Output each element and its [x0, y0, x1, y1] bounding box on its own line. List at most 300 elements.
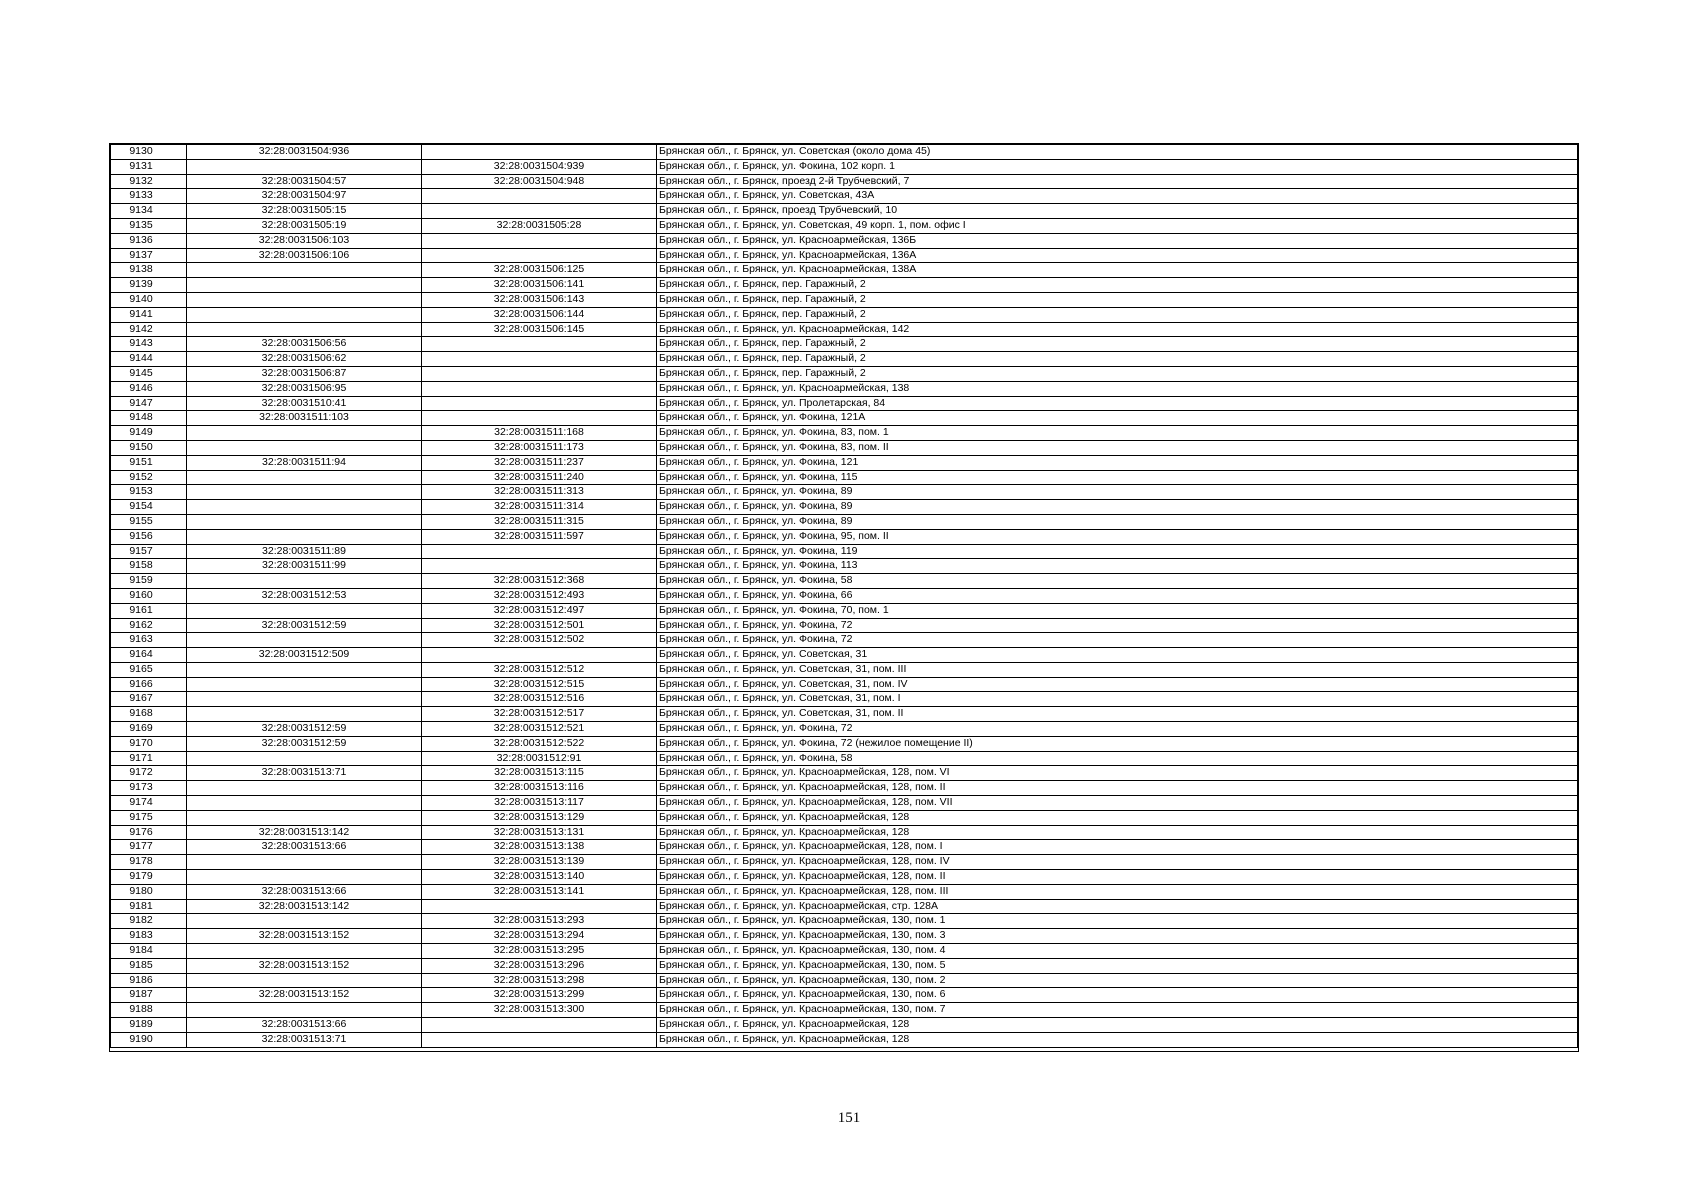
address-cell: Брянская обл., г. Брянск, ул. Фокина, 83, пом. II	[657, 440, 1578, 455]
land-cadastral-number-cell: 32:28:0031511:89	[187, 544, 422, 559]
object-cadastral-number-cell: 32:28:0031513:139	[422, 855, 657, 870]
object-cadastral-number-cell: 32:28:0031506:143	[422, 292, 657, 307]
object-cadastral-number-cell: 32:28:0031511:240	[422, 470, 657, 485]
land-cadastral-number-cell	[187, 944, 422, 959]
row-number-cell: 9169	[111, 722, 187, 737]
land-cadastral-number-cell: 32:28:0031505:15	[187, 204, 422, 219]
address-cell: Брянская обл., г. Брянск, ул. Фокина, 89	[657, 485, 1578, 500]
land-cadastral-number-cell: 32:28:0031510:41	[187, 396, 422, 411]
table-row	[111, 988, 1578, 1003]
row-number-cell: 9171	[111, 751, 187, 766]
address-cell: Брянская обл., г. Брянск, ул. Фокина, 119	[657, 544, 1578, 559]
object-cadastral-number-cell: 32:28:0031512:368	[422, 574, 657, 589]
address-cell: Брянская обл., г. Брянск, ул. Фокина, 121	[657, 455, 1578, 470]
address-cell: Брянская обл., г. Брянск, ул. Фокина, 121А	[657, 411, 1578, 426]
object-cadastral-number-cell	[422, 366, 657, 381]
row-number-cell: 9137	[111, 248, 187, 263]
land-cadastral-number-cell	[187, 662, 422, 677]
row-number-cell: 9183	[111, 929, 187, 944]
row-number-cell: 9136	[111, 233, 187, 248]
object-cadastral-number-cell: 32:28:0031512:502	[422, 633, 657, 648]
row-number-cell: 9131	[111, 159, 187, 174]
table-row	[111, 1018, 1578, 1033]
address-cell: Брянская обл., г. Брянск, пер. Гаражный, 2	[657, 352, 1578, 367]
land-cadastral-number-cell	[187, 470, 422, 485]
address-cell: Брянская обл., г. Брянск, ул. Фокина, 95, пом. II	[657, 529, 1578, 544]
object-cadastral-number-cell: 32:28:0031513:294	[422, 929, 657, 944]
object-cadastral-number-cell: 32:28:0031512:521	[422, 722, 657, 737]
address-cell: Брянская обл., г. Брянск, ул. Фокина, 72	[657, 618, 1578, 633]
land-cadastral-number-cell	[187, 810, 422, 825]
address-cell: Брянская обл., г. Брянск, ул. Красноармейская, 130, пом. 5	[657, 958, 1578, 973]
table-row	[111, 366, 1578, 381]
table-row	[111, 352, 1578, 367]
row-number-cell: 9161	[111, 603, 187, 618]
object-cadastral-number-cell: 32:28:0031513:293	[422, 914, 657, 929]
table-row	[111, 174, 1578, 189]
land-cadastral-number-cell	[187, 633, 422, 648]
land-cadastral-number-cell	[187, 870, 422, 885]
land-cadastral-number-cell: 32:28:0031506:56	[187, 337, 422, 352]
object-cadastral-number-cell: 32:28:0031513:117	[422, 796, 657, 811]
table-row	[111, 677, 1578, 692]
object-cadastral-number-cell	[422, 233, 657, 248]
land-cadastral-number-cell: 32:28:0031513:142	[187, 899, 422, 914]
row-number-cell: 9190	[111, 1032, 187, 1047]
land-cadastral-number-cell: 32:28:0031504:936	[187, 145, 422, 160]
land-cadastral-number-cell	[187, 440, 422, 455]
row-number-cell: 9185	[111, 958, 187, 973]
address-cell: Брянская обл., г. Брянск, ул. Красноармейская, 130, пом. 2	[657, 973, 1578, 988]
object-cadastral-number-cell	[422, 248, 657, 263]
row-number-cell: 9186	[111, 973, 187, 988]
row-number-cell: 9167	[111, 692, 187, 707]
row-number-cell: 9189	[111, 1018, 187, 1033]
row-number-cell: 9177	[111, 840, 187, 855]
address-cell: Брянская обл., г. Брянск, ул. Фокина, 102 корп. 1	[657, 159, 1578, 174]
row-number-cell: 9187	[111, 988, 187, 1003]
land-cadastral-number-cell: 32:28:0031513:66	[187, 840, 422, 855]
object-cadastral-number-cell: 32:28:0031513:115	[422, 766, 657, 781]
land-cadastral-number-cell: 32:28:0031505:19	[187, 218, 422, 233]
table-row	[111, 396, 1578, 411]
table-row	[111, 722, 1578, 737]
address-cell: Брянская обл., г. Брянск, ул. Красноармейская, 128, пом. VII	[657, 796, 1578, 811]
land-cadastral-number-cell	[187, 1003, 422, 1018]
row-number-cell: 9165	[111, 662, 187, 677]
address-cell: Брянская обл., г. Брянск, ул. Красноармейская, 128	[657, 1032, 1578, 1047]
table-row	[111, 470, 1578, 485]
table-row	[111, 662, 1578, 677]
address-cell: Брянская обл., г. Брянск, ул. Фокина, 72	[657, 633, 1578, 648]
object-cadastral-number-cell	[422, 411, 657, 426]
object-cadastral-number-cell: 32:28:0031512:497	[422, 603, 657, 618]
row-number-cell: 9160	[111, 588, 187, 603]
row-number-cell: 9175	[111, 810, 187, 825]
object-cadastral-number-cell: 32:28:0031513:300	[422, 1003, 657, 1018]
object-cadastral-number-cell	[422, 145, 657, 160]
object-cadastral-number-cell: 32:28:0031506:145	[422, 322, 657, 337]
table-row	[111, 736, 1578, 751]
address-cell: Брянская обл., г. Брянск, ул. Красноармейская, 130, пом. 3	[657, 929, 1578, 944]
land-cadastral-number-cell	[187, 322, 422, 337]
address-cell: Брянская обл., г. Брянск, ул. Красноармейская, 138	[657, 381, 1578, 396]
land-cadastral-number-cell	[187, 292, 422, 307]
object-cadastral-number-cell: 32:28:0031505:28	[422, 218, 657, 233]
table-row	[111, 870, 1578, 885]
address-cell: Брянская обл., г. Брянск, ул. Красноармейская, 138А	[657, 263, 1578, 278]
table-row	[111, 603, 1578, 618]
object-cadastral-number-cell	[422, 189, 657, 204]
table-row	[111, 588, 1578, 603]
address-cell: Брянская обл., г. Брянск, ул. Красноармейская, 136Б	[657, 233, 1578, 248]
table-row	[111, 929, 1578, 944]
land-cadastral-number-cell: 32:28:0031506:95	[187, 381, 422, 396]
land-cadastral-number-cell	[187, 426, 422, 441]
table-row	[111, 618, 1578, 633]
object-cadastral-number-cell	[422, 559, 657, 574]
address-cell: Брянская обл., г. Брянск, ул. Красноармейская, 142	[657, 322, 1578, 337]
table-row	[111, 1032, 1578, 1047]
address-cell: Брянская обл., г. Брянск, ул. Красноармейская, 136А	[657, 248, 1578, 263]
row-number-cell: 9174	[111, 796, 187, 811]
table-row	[111, 337, 1578, 352]
row-number-cell: 9145	[111, 366, 187, 381]
land-cadastral-number-cell: 32:28:0031513:152	[187, 988, 422, 1003]
object-cadastral-number-cell: 32:28:0031512:91	[422, 751, 657, 766]
object-cadastral-number-cell: 32:28:0031513:116	[422, 781, 657, 796]
table-row	[111, 633, 1578, 648]
object-cadastral-number-cell: 32:28:0031513:141	[422, 884, 657, 899]
row-number-cell: 9150	[111, 440, 187, 455]
table-row	[111, 840, 1578, 855]
row-number-cell: 9180	[111, 884, 187, 899]
row-number-cell: 9168	[111, 707, 187, 722]
table-row	[111, 766, 1578, 781]
address-cell: Брянская обл., г. Брянск, ул. Фокина, 72 (нежилое помещение II)	[657, 736, 1578, 751]
table-row	[111, 233, 1578, 248]
address-cell: Брянская обл., г. Брянск, ул. Красноармейская, 128	[657, 825, 1578, 840]
row-number-cell: 9140	[111, 292, 187, 307]
land-cadastral-number-cell: 32:28:0031504:57	[187, 174, 422, 189]
land-cadastral-number-cell: 32:28:0031506:87	[187, 366, 422, 381]
address-cell: Брянская обл., г. Брянск, ул. Красноармейская, 130, пом. 1	[657, 914, 1578, 929]
address-cell: Брянская обл., г. Брянск, проезд Трубчевский, 10	[657, 204, 1578, 219]
land-cadastral-number-cell: 32:28:0031512:53	[187, 588, 422, 603]
land-cadastral-number-cell: 32:28:0031512:59	[187, 736, 422, 751]
object-cadastral-number-cell: 32:28:0031513:129	[422, 810, 657, 825]
address-cell: Брянская обл., г. Брянск, ул. Фокина, 58	[657, 751, 1578, 766]
address-cell: Брянская обл., г. Брянск, ул. Фокина, 89	[657, 514, 1578, 529]
table-row	[111, 810, 1578, 825]
land-cadastral-number-cell: 32:28:0031512:509	[187, 648, 422, 663]
row-number-cell: 9156	[111, 529, 187, 544]
row-number-cell: 9176	[111, 825, 187, 840]
row-number-cell: 9147	[111, 396, 187, 411]
table-row	[111, 263, 1578, 278]
table-row	[111, 751, 1578, 766]
address-cell: Брянская обл., г. Брянск, ул. Красноармейская, 128	[657, 1018, 1578, 1033]
object-cadastral-number-cell: 32:28:0031512:516	[422, 692, 657, 707]
table-row	[111, 307, 1578, 322]
row-number-cell: 9139	[111, 278, 187, 293]
table-row	[111, 455, 1578, 470]
object-cadastral-number-cell: 32:28:0031504:948	[422, 174, 657, 189]
land-cadastral-number-cell	[187, 529, 422, 544]
object-cadastral-number-cell: 32:28:0031504:939	[422, 159, 657, 174]
address-cell: Брянская обл., г. Брянск, пер. Гаражный, 2	[657, 292, 1578, 307]
cadastral-table-body	[111, 145, 1578, 1048]
land-cadastral-number-cell	[187, 485, 422, 500]
table-row	[111, 825, 1578, 840]
address-cell: Брянская обл., г. Брянск, ул. Красноармейская, 128, пом. III	[657, 884, 1578, 899]
table-row	[111, 1003, 1578, 1018]
table-row	[111, 381, 1578, 396]
land-cadastral-number-cell: 32:28:0031506:106	[187, 248, 422, 263]
cadastral-table	[110, 144, 1578, 1048]
address-cell: Брянская обл., г. Брянск, ул. Красноармейская, 128, пом. II	[657, 781, 1578, 796]
row-number-cell: 9138	[111, 263, 187, 278]
address-cell: Брянская обл., г. Брянск, ул. Фокина, 70, пом. 1	[657, 603, 1578, 618]
land-cadastral-number-cell	[187, 263, 422, 278]
land-cadastral-number-cell	[187, 677, 422, 692]
page-number: 151	[837, 1110, 861, 1126]
address-cell: Брянская обл., г. Брянск, ул. Красноармейская, 130, пом. 6	[657, 988, 1578, 1003]
object-cadastral-number-cell: 32:28:0031511:315	[422, 514, 657, 529]
object-cadastral-number-cell: 32:28:0031506:141	[422, 278, 657, 293]
object-cadastral-number-cell: 32:28:0031513:299	[422, 988, 657, 1003]
address-cell: Брянская обл., г. Брянск, ул. Советская, 31, пом. I	[657, 692, 1578, 707]
address-cell: Брянская обл., г. Брянск, ул. Фокина, 58	[657, 574, 1578, 589]
address-cell: Брянская обл., г. Брянск, ул. Советская (около дома 45)	[657, 145, 1578, 160]
address-cell: Брянская обл., г. Брянск, пер. Гаражный, 2	[657, 337, 1578, 352]
land-cadastral-number-cell: 32:28:0031506:62	[187, 352, 422, 367]
table-row	[111, 159, 1578, 174]
object-cadastral-number-cell: 32:28:0031513:296	[422, 958, 657, 973]
table-row	[111, 485, 1578, 500]
land-cadastral-number-cell	[187, 781, 422, 796]
table-row	[111, 440, 1578, 455]
land-cadastral-number-cell: 32:28:0031511:94	[187, 455, 422, 470]
land-cadastral-number-cell: 32:28:0031512:59	[187, 722, 422, 737]
table-row	[111, 426, 1578, 441]
row-number-cell: 9148	[111, 411, 187, 426]
land-cadastral-number-cell: 32:28:0031511:103	[187, 411, 422, 426]
object-cadastral-number-cell	[422, 204, 657, 219]
object-cadastral-number-cell	[422, 337, 657, 352]
land-cadastral-number-cell	[187, 159, 422, 174]
object-cadastral-number-cell: 32:28:0031511:314	[422, 500, 657, 515]
land-cadastral-number-cell: 32:28:0031504:97	[187, 189, 422, 204]
land-cadastral-number-cell	[187, 500, 422, 515]
row-number-cell: 9162	[111, 618, 187, 633]
address-cell: Брянская обл., г. Брянск, ул. Советская, 43А	[657, 189, 1578, 204]
table-row	[111, 411, 1578, 426]
row-number-cell: 9151	[111, 455, 187, 470]
object-cadastral-number-cell: 32:28:0031511:597	[422, 529, 657, 544]
row-number-cell: 9149	[111, 426, 187, 441]
object-cadastral-number-cell: 32:28:0031512:501	[422, 618, 657, 633]
object-cadastral-number-cell: 32:28:0031512:515	[422, 677, 657, 692]
table-row	[111, 145, 1578, 160]
land-cadastral-number-cell	[187, 796, 422, 811]
object-cadastral-number-cell: 32:28:0031512:517	[422, 707, 657, 722]
address-cell: Брянская обл., г. Брянск, ул. Советская, 31, пом. II	[657, 707, 1578, 722]
row-number-cell: 9170	[111, 736, 187, 751]
address-cell: Брянская обл., г. Брянск, проезд 2-й Трубчевский, 7	[657, 174, 1578, 189]
table-row	[111, 248, 1578, 263]
land-cadastral-number-cell	[187, 574, 422, 589]
object-cadastral-number-cell: 32:28:0031511:237	[422, 455, 657, 470]
address-cell: Брянская обл., г. Брянск, ул. Фокина, 83, пом. 1	[657, 426, 1578, 441]
land-cadastral-number-cell: 32:28:0031513:152	[187, 958, 422, 973]
row-number-cell: 9184	[111, 944, 187, 959]
address-cell: Брянская обл., г. Брянск, ул. Пролетарская, 84	[657, 396, 1578, 411]
land-cadastral-number-cell	[187, 603, 422, 618]
row-number-cell: 9154	[111, 500, 187, 515]
row-number-cell: 9132	[111, 174, 187, 189]
table-row	[111, 914, 1578, 929]
land-cadastral-number-cell	[187, 278, 422, 293]
land-cadastral-number-cell	[187, 707, 422, 722]
land-cadastral-number-cell	[187, 855, 422, 870]
address-cell: Брянская обл., г. Брянск, ул. Фокина, 115	[657, 470, 1578, 485]
table-row	[111, 707, 1578, 722]
table-row	[111, 692, 1578, 707]
row-number-cell: 9182	[111, 914, 187, 929]
row-number-cell: 9179	[111, 870, 187, 885]
table-row	[111, 899, 1578, 914]
table-row	[111, 189, 1578, 204]
table-row	[111, 855, 1578, 870]
address-cell: Брянская обл., г. Брянск, ул. Красноармейская, 128, пом. I	[657, 840, 1578, 855]
object-cadastral-number-cell: 32:28:0031513:298	[422, 973, 657, 988]
object-cadastral-number-cell	[422, 648, 657, 663]
row-number-cell: 9130	[111, 145, 187, 160]
row-number-cell: 9172	[111, 766, 187, 781]
address-cell: Брянская обл., г. Брянск, ул. Красноармейская, 128	[657, 810, 1578, 825]
table-row	[111, 884, 1578, 899]
row-number-cell: 9164	[111, 648, 187, 663]
object-cadastral-number-cell: 32:28:0031512:493	[422, 588, 657, 603]
address-cell: Брянская обл., г. Брянск, ул. Красноармейская, стр. 128А	[657, 899, 1578, 914]
object-cadastral-number-cell: 32:28:0031513:140	[422, 870, 657, 885]
address-cell: Брянская обл., г. Брянск, ул. Советская, 31, пом. IV	[657, 677, 1578, 692]
address-cell: Брянская обл., г. Брянск, ул. Фокина, 66	[657, 588, 1578, 603]
row-number-cell: 9158	[111, 559, 187, 574]
address-cell: Брянская обл., г. Брянск, ул. Фокина, 89	[657, 500, 1578, 515]
land-cadastral-number-cell	[187, 692, 422, 707]
table-row	[111, 529, 1578, 544]
object-cadastral-number-cell	[422, 1018, 657, 1033]
object-cadastral-number-cell	[422, 899, 657, 914]
table-row	[111, 574, 1578, 589]
land-cadastral-number-cell: 32:28:0031513:71	[187, 1032, 422, 1047]
address-cell: Брянская обл., г. Брянск, ул. Красноармейская, 130, пом. 7	[657, 1003, 1578, 1018]
table-row	[111, 648, 1578, 663]
address-cell: Брянская обл., г. Брянск, ул. Фокина, 72	[657, 722, 1578, 737]
row-number-cell: 9143	[111, 337, 187, 352]
table-row	[111, 796, 1578, 811]
land-cadastral-number-cell	[187, 751, 422, 766]
row-number-cell: 9153	[111, 485, 187, 500]
table-row	[111, 544, 1578, 559]
object-cadastral-number-cell: 32:28:0031512:512	[422, 662, 657, 677]
land-cadastral-number-cell: 32:28:0031513:71	[187, 766, 422, 781]
table-row	[111, 322, 1578, 337]
object-cadastral-number-cell: 32:28:0031513:131	[422, 825, 657, 840]
row-number-cell: 9134	[111, 204, 187, 219]
table-row	[111, 278, 1578, 293]
object-cadastral-number-cell	[422, 381, 657, 396]
table-row	[111, 958, 1578, 973]
address-cell: Брянская обл., г. Брянск, ул. Красноармейская, 128, пом. II	[657, 870, 1578, 885]
table-row	[111, 781, 1578, 796]
land-cadastral-number-cell: 32:28:0031513:152	[187, 929, 422, 944]
row-number-cell: 9152	[111, 470, 187, 485]
land-cadastral-number-cell: 32:28:0031513:66	[187, 1018, 422, 1033]
object-cadastral-number-cell	[422, 352, 657, 367]
row-number-cell: 9166	[111, 677, 187, 692]
land-cadastral-number-cell: 32:28:0031506:103	[187, 233, 422, 248]
address-cell: Брянская обл., г. Брянск, ул. Фокина, 113	[657, 559, 1578, 574]
address-cell: Брянская обл., г. Брянск, ул. Красноармейская, 128, пом. VI	[657, 766, 1578, 781]
object-cadastral-number-cell: 32:28:0031512:522	[422, 736, 657, 751]
row-number-cell: 9144	[111, 352, 187, 367]
object-cadastral-number-cell: 32:28:0031506:125	[422, 263, 657, 278]
table-row	[111, 944, 1578, 959]
row-number-cell: 9133	[111, 189, 187, 204]
table-row	[111, 292, 1578, 307]
object-cadastral-number-cell	[422, 1032, 657, 1047]
row-number-cell: 9146	[111, 381, 187, 396]
row-number-cell: 9188	[111, 1003, 187, 1018]
row-number-cell: 9157	[111, 544, 187, 559]
table-row	[111, 559, 1578, 574]
object-cadastral-number-cell: 32:28:0031511:313	[422, 485, 657, 500]
table-row	[111, 218, 1578, 233]
row-number-cell: 9135	[111, 218, 187, 233]
object-cadastral-number-cell	[422, 544, 657, 559]
address-cell: Брянская обл., г. Брянск, пер. Гаражный, 2	[657, 307, 1578, 322]
row-number-cell: 9178	[111, 855, 187, 870]
table-row	[111, 973, 1578, 988]
row-number-cell: 9142	[111, 322, 187, 337]
object-cadastral-number-cell: 32:28:0031511:173	[422, 440, 657, 455]
row-number-cell: 9155	[111, 514, 187, 529]
land-cadastral-number-cell	[187, 973, 422, 988]
land-cadastral-number-cell: 32:28:0031512:59	[187, 618, 422, 633]
address-cell: Брянская обл., г. Брянск, ул. Красноармейская, 130, пом. 4	[657, 944, 1578, 959]
address-cell: Брянская обл., г. Брянск, пер. Гаражный, 2	[657, 278, 1578, 293]
address-cell: Брянская обл., г. Брянск, ул. Красноармейская, 128, пом. IV	[657, 855, 1578, 870]
land-cadastral-number-cell: 32:28:0031513:142	[187, 825, 422, 840]
row-number-cell: 9181	[111, 899, 187, 914]
table-row	[111, 204, 1578, 219]
address-cell: Брянская обл., г. Брянск, ул. Советская, 49 корп. 1, пом. офис I	[657, 218, 1578, 233]
land-cadastral-number-cell: 32:28:0031513:66	[187, 884, 422, 899]
table-row	[111, 500, 1578, 515]
row-number-cell: 9159	[111, 574, 187, 589]
land-cadastral-number-cell	[187, 307, 422, 322]
address-cell: Брянская обл., г. Брянск, пер. Гаражный, 2	[657, 366, 1578, 381]
object-cadastral-number-cell: 32:28:0031511:168	[422, 426, 657, 441]
object-cadastral-number-cell: 32:28:0031513:138	[422, 840, 657, 855]
land-cadastral-number-cell	[187, 914, 422, 929]
object-cadastral-number-cell: 32:28:0031506:144	[422, 307, 657, 322]
land-cadastral-number-cell: 32:28:0031511:99	[187, 559, 422, 574]
table-row	[111, 514, 1578, 529]
